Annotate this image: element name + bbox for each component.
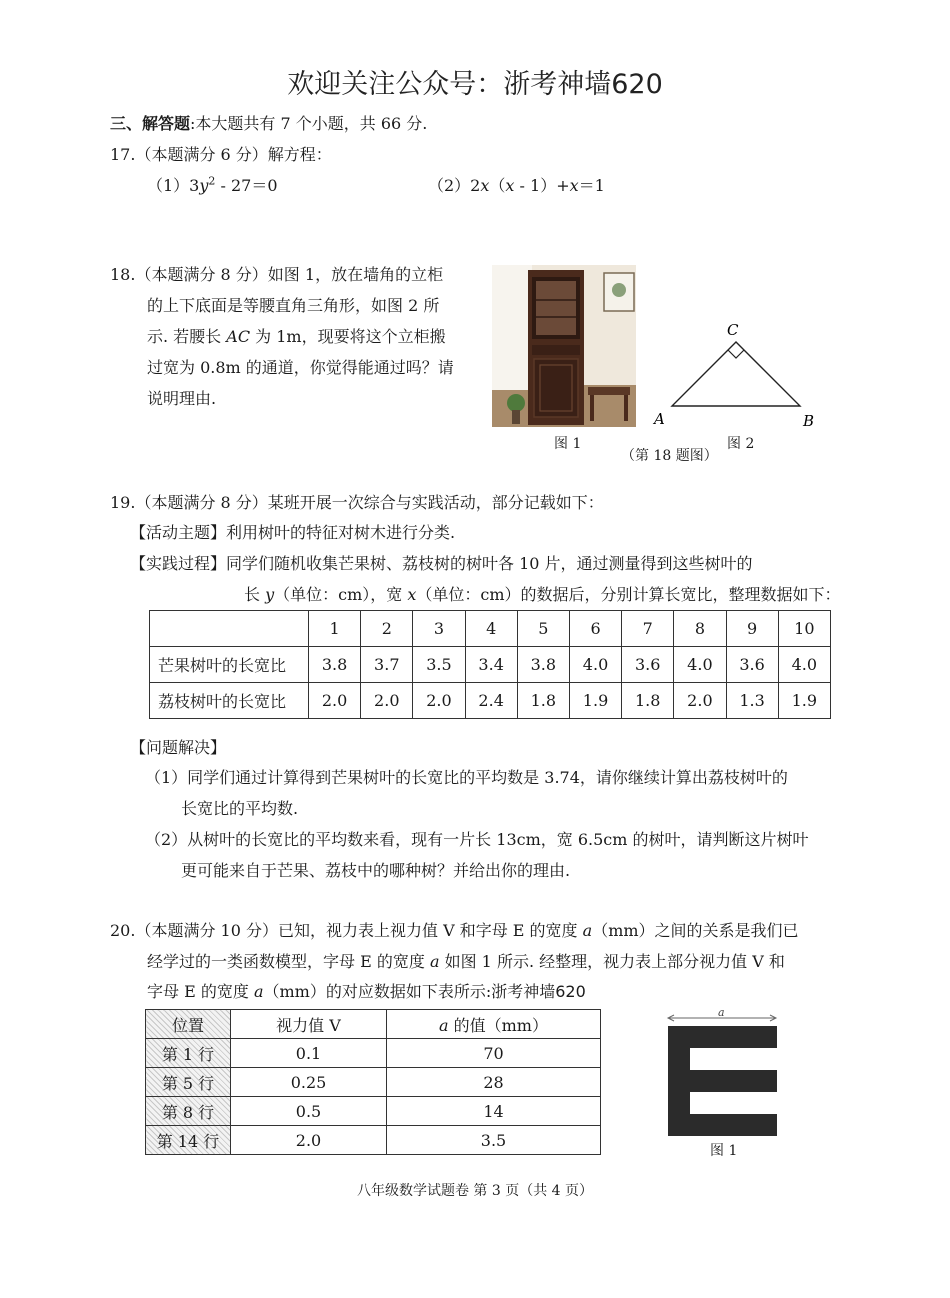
fig1-caption: 图 1 xyxy=(554,436,582,452)
table-row: 第 5 行 0.25 28 xyxy=(146,1068,601,1097)
table-col-header: 6 xyxy=(569,611,621,647)
section-heading: 三、解答题:本大题共有 7 个小题，共 66 分. xyxy=(110,114,428,133)
table-col-header: 1 xyxy=(309,611,361,647)
q19-process-line2: 长 y（单位：cm），宽 x（单位：cm）的数据后，分别计算长宽比，整理数据如下： xyxy=(244,585,841,604)
q20-line2: 经学过的一类函数模型，字母 E 的宽度 a 如图 1 所示. 经整理，视力表上部分视力值 V 和 xyxy=(147,952,785,971)
q18-line1: 18.（本题满分 8 分）如图 1，放在墙角的立柜 xyxy=(110,265,444,284)
col-head-a: a 的值（mm） xyxy=(387,1010,601,1039)
table-col-header: 4 xyxy=(465,611,517,647)
table-col-header: 9 xyxy=(726,611,778,647)
q19-solve-heading: 【问题解决】 xyxy=(130,738,227,757)
vision-table xyxy=(145,1009,601,1155)
letter-e-figure xyxy=(664,1008,782,1140)
q18-line5: 说明理由. xyxy=(147,389,217,408)
table-header-row xyxy=(150,611,831,647)
q18-line2: 的上下底面是等腰直角三角形，如图 2 所 xyxy=(147,296,440,315)
q17-heading: 17.（本题满分 6 分）解方程： xyxy=(110,145,332,164)
leaf-ratio-table xyxy=(149,610,831,719)
q19-sub2-line2: 更可能来自于芒果、荔枝中的哪种树？并给出你的理由. xyxy=(181,861,571,880)
triangle-figure xyxy=(650,318,830,433)
table-col-header: 7 xyxy=(622,611,674,647)
page-footer: 八年级数学试题卷 第 3 页（共 4 页） xyxy=(356,1183,594,1199)
table-col-header: 5 xyxy=(517,611,569,647)
label-b: B xyxy=(803,412,815,430)
table-header-row xyxy=(146,1010,601,1039)
q20-line3: 字母 E 的宽度 a（mm）的对应数据如下表所示:浙考神墙620 xyxy=(147,982,586,1001)
q19-sub1-line1: （1）同学们通过计算得到芒果树叶的长宽比的平均数是 3.74，请你继续计算出荔枝树叶的 xyxy=(145,768,788,787)
width-label: a xyxy=(718,1008,725,1019)
row-label: 芒果树叶的长宽比 xyxy=(150,647,309,683)
cabinet-photo xyxy=(492,265,636,427)
q19-sub1-line2: 长宽比的平均数. xyxy=(181,799,299,818)
table-corner-cell xyxy=(150,611,309,647)
table-row: 第 8 行 0.5 14 xyxy=(146,1097,601,1126)
row-label: 荔枝树叶的长宽比 xyxy=(150,683,309,719)
section-desc: 本大题共有 7 个小题，共 66 分. xyxy=(195,114,428,133)
q19-theme: 【活动主题】利用树叶的特征对树木进行分类. xyxy=(130,523,456,542)
q17-part2: （2）2x（x - 1）+x＝1 xyxy=(428,176,605,195)
table-col-header: 8 xyxy=(674,611,726,647)
fig2-caption: 图 2 xyxy=(727,436,755,452)
table-col-header: 2 xyxy=(361,611,413,647)
q19-heading: 19.（本题满分 8 分）某班开展一次综合与实践活动，部分记载如下： xyxy=(110,493,604,512)
q20-fig-caption: 图 1 xyxy=(710,1143,738,1159)
col-head-vision: 视力值 V xyxy=(231,1010,387,1039)
table-row: 第 14 行 2.0 3.5 xyxy=(146,1126,601,1155)
watermark-text: 浙考神墙620 xyxy=(491,982,586,1001)
table-col-header: 10 xyxy=(778,611,830,647)
q18-line3: 示. 若腰长 AC 为 1m，现要将这个立柜搬 xyxy=(147,327,446,346)
section-title: 三、解答题 xyxy=(110,114,191,133)
label-a: A xyxy=(654,410,665,428)
q19-sub2-line1: （2）从树叶的长宽比的平均数来看，现有一片长 13cm，宽 6.5cm 的树叶，请判断这片树叶 xyxy=(145,830,809,849)
q18-line4: 过宽为 0.8m 的通道，你觉得能通过吗？请 xyxy=(147,358,454,377)
label-c: C xyxy=(727,321,739,339)
q18-figure-caption: （第 18 题图） xyxy=(621,448,718,464)
q20-line1: 20.（本题满分 10 分）已知，视力表上视力值 V 和字母 E 的宽度 a（mm）之间的关系是我们已 xyxy=(110,921,799,940)
page-banner: 欢迎关注公众号：浙考神墙620 xyxy=(287,69,663,100)
table-row: 芒果树叶的长宽比 3.8 3.7 3.5 3.4 3.8 4.0 3.6 4.0 3.6 4.0 xyxy=(150,647,831,683)
q19-process-line1: 【实践过程】同学们随机收集芒果树、荔枝树的树叶各 10 片，通过测量得到这些树叶的 xyxy=(130,554,753,573)
q17-part1: $(1)3y^2 - 27=0$ xyxy=(147,174,278,195)
col-head-position: 位置 xyxy=(146,1010,231,1039)
table-row: 荔枝树叶的长宽比 2.0 2.0 2.0 2.4 1.8 1.9 1.8 2.0 1.3 1.9 xyxy=(150,683,831,719)
table-row: 第 1 行 0.1 70 xyxy=(146,1039,601,1068)
table-col-header: 3 xyxy=(413,611,465,647)
